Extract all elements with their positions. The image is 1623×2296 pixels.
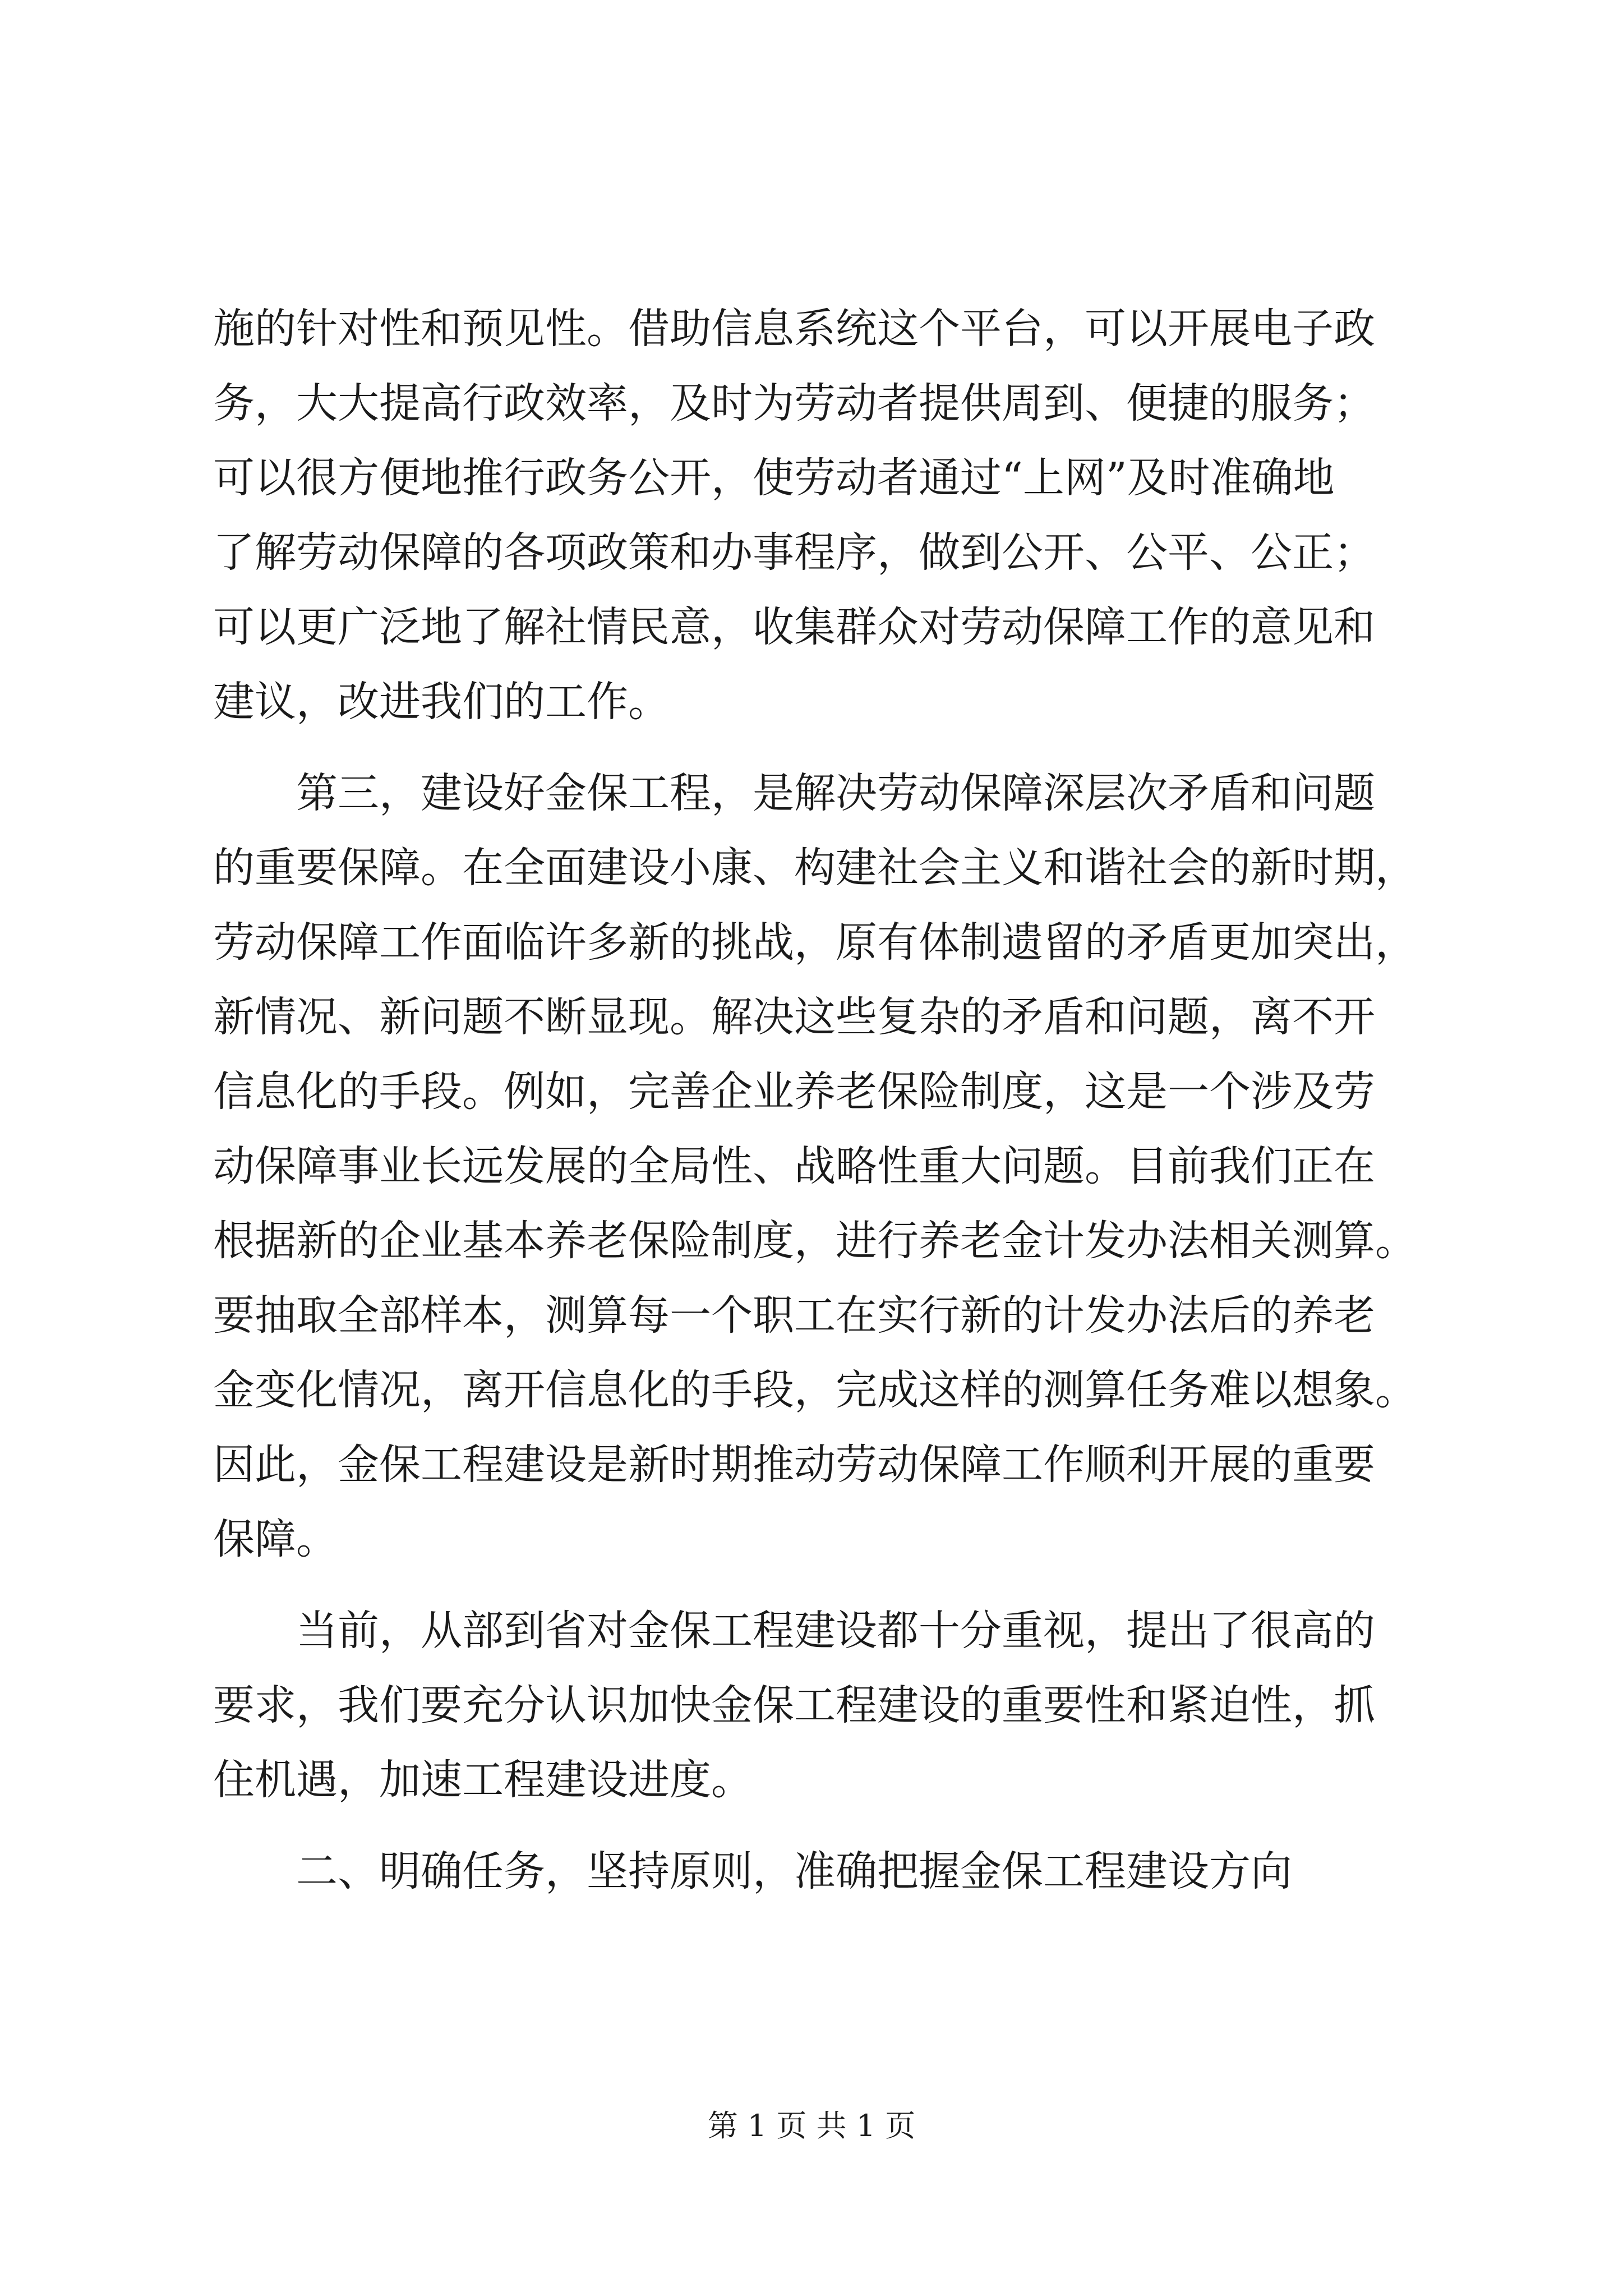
text-line: 的重要保障。在全面建设小康、构建社会主义和谐社会的新时期，	[213, 844, 1417, 892]
text-line: 了解劳动保障的各项政策和办事程序，做到公开、公平、公正；	[213, 528, 1375, 577]
text-line: 住机遇，加速工程建设进度。	[213, 1756, 753, 1804]
text-line: 可以更广泛地了解社情民意，收集群众对劳动保障工作的意见和	[213, 603, 1375, 651]
text-line: 可以很方便地推行政务公开，使劳动者通过“上网”及时准确地	[213, 454, 1335, 502]
page-number-label: 第 1 页 共 1 页	[707, 2108, 916, 2143]
paragraph	[213, 292, 1419, 739]
paragraph-spacer	[213, 1577, 1419, 1594]
paragraph-spacer	[213, 739, 1419, 756]
section-heading	[213, 1834, 1419, 1909]
text-line: 要求，我们要充分认识加快金保工程建设的重要性和紧迫性，抓	[213, 1681, 1375, 1729]
text-line: 当前，从部到省对金保工程建设都十分重视，提出了很高的	[296, 1607, 1375, 1655]
text-line: 施的针对性和预见性。借助信息系统这个平台，可以开展电子政	[213, 305, 1375, 353]
text-line: 劳动保障工作面临许多新的挑战，原有体制遗留的矛盾更加突出，	[213, 918, 1417, 967]
text-line: 根据新的企业基本养老保险制度，进行养老金计发办法相关测算。	[213, 1217, 1417, 1265]
paragraph	[213, 756, 1419, 1577]
text-line: 务，大大提高行政效率，及时为劳动者提供周到、便捷的服务；	[213, 379, 1375, 427]
text-line: 保障。	[213, 1515, 338, 1563]
paragraph	[213, 1594, 1419, 1818]
text-line: 建议，改进我们的工作。	[213, 678, 670, 726]
text-line: 新情况、新问题不断显现。解决这些复杂的矛盾和问题，离不开	[213, 993, 1375, 1041]
text-line: 信息化的手段。例如，完善企业养老保险制度，这是一个涉及劳	[213, 1068, 1375, 1116]
text-line: 因此，金保工程建设是新时期推动劳动保障工作顺利开展的重要	[213, 1441, 1375, 1489]
paragraph-spacer	[213, 1818, 1419, 1834]
text-line: 二、明确任务，坚持原则，准确把握金保工程建设方向	[296, 1847, 1292, 1895]
document-body	[213, 292, 1419, 1909]
text-line: 要抽取全部样本，测算每一个职工在实行新的计发办法后的养老	[213, 1291, 1375, 1340]
page-footer	[0, 2106, 1623, 2146]
text-line: 金变化情况，离开信息化的手段，完成这样的测算任务难以想象。	[213, 1366, 1417, 1414]
text-line: 动保障事业长远发展的全局性、战略性重大问题。目前我们正在	[213, 1142, 1375, 1190]
text-line: 第三，建设好金保工程，是解决劳动保障深层次矛盾和问题	[296, 769, 1375, 817]
